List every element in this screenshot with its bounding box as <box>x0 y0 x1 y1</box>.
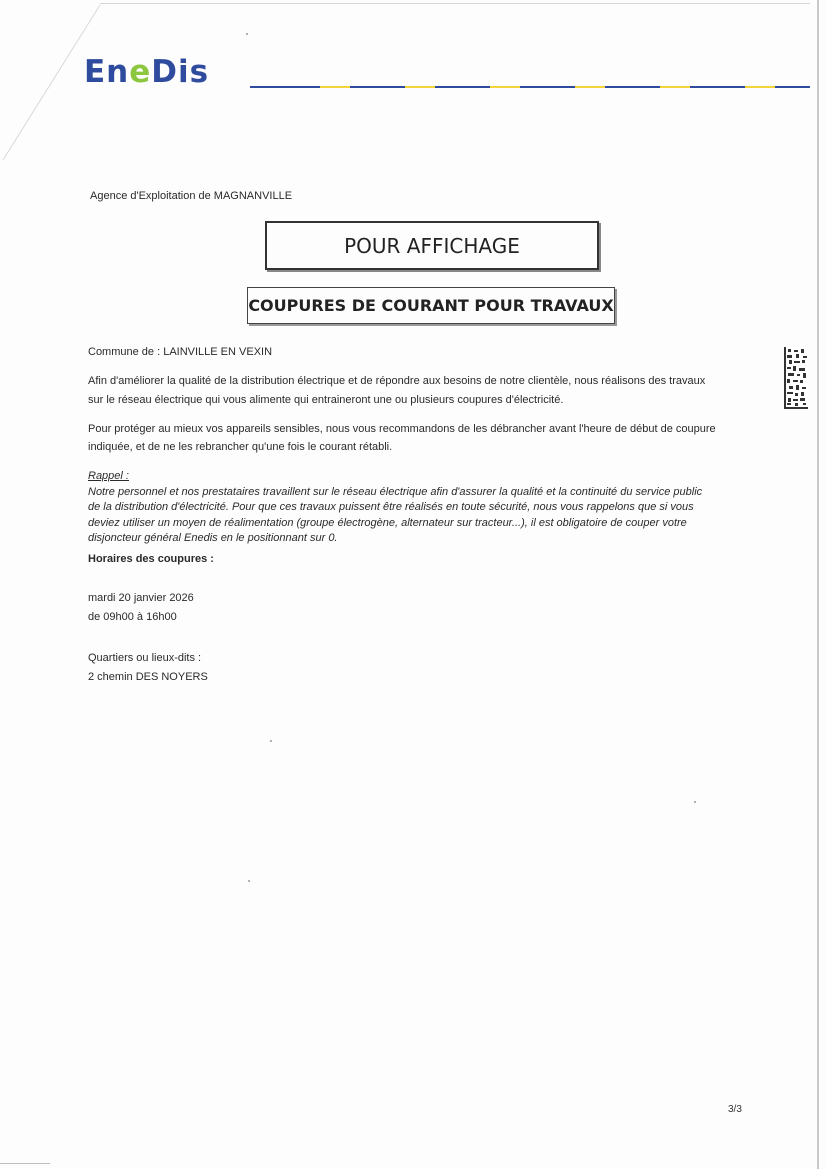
rappel-title: Rappel : <box>88 470 129 482</box>
scan-dot <box>694 801 696 803</box>
scan-dot <box>248 880 250 882</box>
paragraph-2-line-2: indiquée, et de ne les rebrancher qu'une fois le courant rétabli. <box>88 441 393 453</box>
scan-edge-bottom <box>0 1163 50 1164</box>
rappel-line-3: deviez utiliser un moyen de réalimentation (groupe électrogène, alternateur sur tracteur...), il est obligatoire de couper votre <box>88 517 687 529</box>
rappel-line-2: de la distribution d'électricité. Pour que ces travaux puissent être réalisés en toute sécurité, nous vous rappelons que si vous <box>88 501 694 513</box>
scan-dot <box>246 33 248 35</box>
paragraph-1-line-1: Afin d'améliorer la qualité de la distribution électrique et de répondre aux besoins de notre clientèle, nous réalisons des travaux <box>88 375 706 387</box>
quartiers-title: Quartiers ou lieux-dits : <box>88 652 202 664</box>
address: 2 chemin DES NOYERS <box>88 671 208 683</box>
datamatrix-code <box>784 347 808 409</box>
enedis-logo: EneDis <box>84 54 210 90</box>
cut-time: de 09h00 à 16h00 <box>88 611 177 623</box>
rappel-line-1: Notre personnel et nos prestataires travaillent sur le réseau électrique afin d'assurer la qualité et la continuité du service public <box>88 486 703 498</box>
scan-edge-top <box>100 3 810 4</box>
scan-edge-right <box>817 0 819 1169</box>
paragraph-1-line-2: sur le réseau électrique qui vous alimente qui entraineront une ou plusieurs coupures d'électricité. <box>88 394 564 406</box>
page-number: 3/3 <box>728 1104 742 1115</box>
scan-dot <box>270 740 272 742</box>
rappel-line-4: disjoncteur général Enedis en le positionnant sur 0. <box>88 532 338 544</box>
title-pour-affichage: POUR AFFICHAGE <box>265 221 599 270</box>
horaires-title: Horaires des coupures : <box>88 553 214 565</box>
paragraph-2-line-1: Pour protéger au mieux vos appareils sensibles, nous vous recommandons de les débrancher avant l'heure de début de coupure <box>88 423 716 435</box>
title-coupures: COUPURES DE COURANT POUR TRAVAUX <box>247 287 615 324</box>
header-rule <box>250 86 810 89</box>
cut-date: mardi 20 janvier 2026 <box>88 592 194 604</box>
agency-name: Agence d'Exploitation de MAGNANVILLE <box>90 190 293 202</box>
commune-line: Commune de : LAINVILLE EN VEXIN <box>88 346 273 358</box>
